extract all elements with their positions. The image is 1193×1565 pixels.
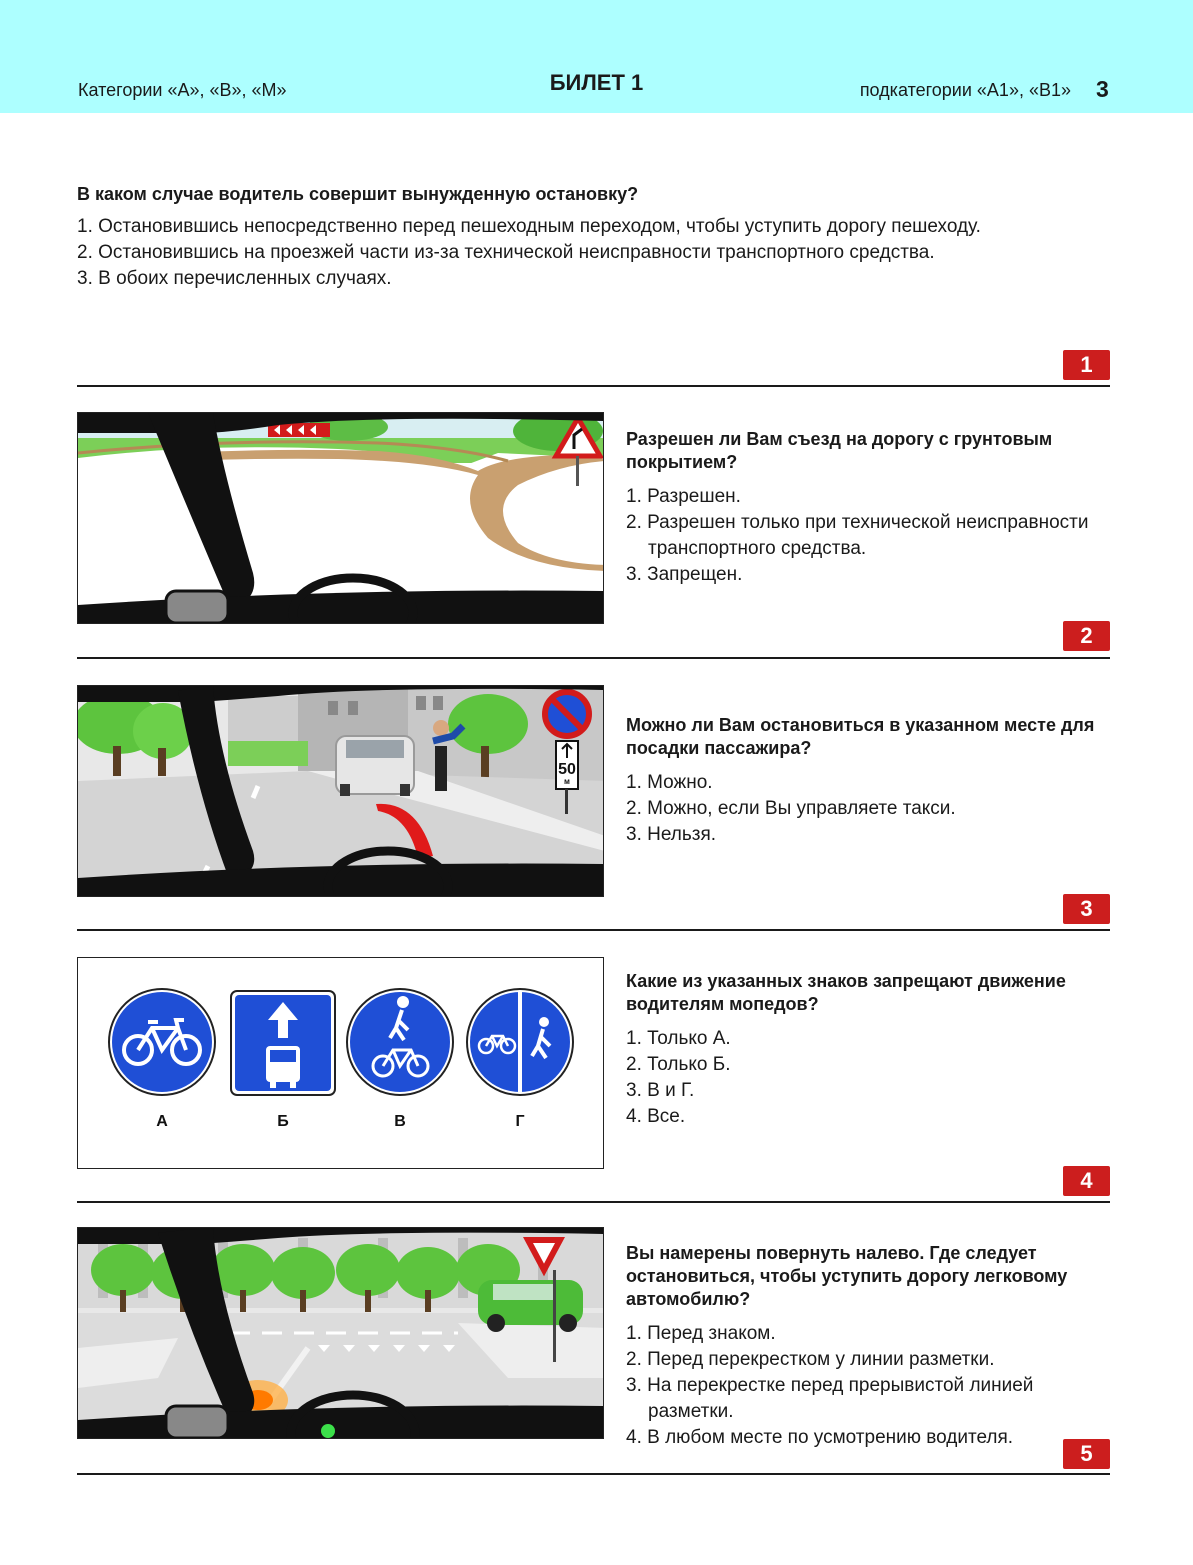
- subcategories-label: подкатегории «А1», «В1»: [859, 80, 1071, 100]
- question-title: Вы намерены повернуть налево. Где следует остановиться, чтобы уступить дорогу легковому автомобилю?: [626, 1243, 1068, 1309]
- answer-option[interactable]: 2. Только Б.: [626, 1054, 731, 1075]
- question-4: [626, 970, 1116, 1130]
- sign-b-bus-lane: [231, 991, 335, 1095]
- answer-option[interactable]: 1. Остановившись непосредственно перед пешеходным переходом, чтобы уступить дорогу пешеходу.: [77, 216, 981, 237]
- question-number-badge: 3: [1063, 894, 1110, 924]
- question-5: [626, 1242, 1116, 1451]
- divider: [77, 1201, 1110, 1203]
- sign-label: Б: [277, 1113, 289, 1130]
- ticket-title: БИЛЕТ 1: [549, 70, 644, 95]
- sign-plate-value: 50: [558, 761, 576, 778]
- divider: [77, 929, 1110, 931]
- divider: [77, 1473, 1110, 1475]
- answer-list: [626, 1026, 1116, 1130]
- question-number-badge: 4: [1063, 1166, 1110, 1196]
- question-title: Разрешен ли Вам съезд на дорогу с грунтовым покрытием?: [626, 429, 1053, 472]
- answer-option[interactable]: 1. Разрешен.: [626, 486, 741, 507]
- divider: [77, 657, 1110, 659]
- page-header: [0, 0, 1193, 113]
- question-image: [77, 1227, 604, 1439]
- answer-option[interactable]: 3. На перекрестке перед прерывистой линией разметки.: [626, 1375, 1034, 1422]
- answer-list: [626, 770, 1116, 848]
- sign-v-shared-path: [347, 989, 453, 1095]
- answer-option[interactable]: 1. Только А.: [626, 1028, 731, 1049]
- sign-label: В: [394, 1113, 406, 1130]
- question-image: [77, 957, 604, 1169]
- answer-option[interactable]: 3. В и Г.: [626, 1080, 695, 1101]
- answer-list: [626, 484, 1116, 588]
- question-title: В каком случае водитель совершит вынужденную остановку?: [77, 184, 639, 204]
- sign-plate-unit: м: [564, 777, 570, 786]
- question-image: [77, 685, 604, 897]
- answer-option[interactable]: 4. Все.: [626, 1106, 686, 1127]
- sign-g-split-path: [467, 989, 573, 1095]
- answer-option[interactable]: 2. Остановившись на проезжей части из-за технической неисправности транспортного средства.: [77, 242, 935, 263]
- answer-option[interactable]: 3. В обоих перечисленных случаях.: [77, 268, 392, 289]
- question-3: [626, 714, 1116, 848]
- question-image: [77, 412, 604, 624]
- answer-option[interactable]: 1. Перед знаком.: [626, 1323, 776, 1344]
- question-2: [626, 428, 1116, 588]
- answer-option[interactable]: 1. Можно.: [626, 772, 713, 793]
- question-title: Можно ли Вам остановиться в указанном месте для посадки пассажира?: [626, 715, 1095, 758]
- sign-a-bicycle: [109, 989, 215, 1095]
- answer-option[interactable]: 2. Разрешен только при технической неисправности транспортного средства.: [626, 512, 1089, 559]
- answer-list: [77, 214, 1117, 292]
- sign-label: Г: [515, 1113, 525, 1130]
- categories-label: Категории «А», «В», «М»: [78, 80, 287, 100]
- answer-option[interactable]: 2. Можно, если Вы управляете такси.: [626, 798, 956, 819]
- divider: [77, 385, 1110, 387]
- sign-label: А: [156, 1113, 168, 1130]
- answer-option[interactable]: 2. Перед перекрестком у линии разметки.: [626, 1349, 995, 1370]
- question-title: Какие из указанных знаков запрещают движение водителям мопедов?: [626, 971, 1066, 1014]
- answer-list: [626, 1321, 1116, 1451]
- answer-option[interactable]: 3. Нельзя.: [626, 824, 717, 845]
- question-1: [77, 183, 1117, 292]
- answer-option[interactable]: 4. В любом месте по усмотрению водителя.: [626, 1427, 1014, 1448]
- answer-option[interactable]: 3. Запрещен.: [626, 564, 743, 585]
- question-number-badge: 2: [1063, 621, 1110, 651]
- question-number-badge: 1: [1063, 350, 1110, 380]
- page-number: 3: [1096, 76, 1109, 102]
- question-number-badge: 5: [1063, 1439, 1110, 1469]
